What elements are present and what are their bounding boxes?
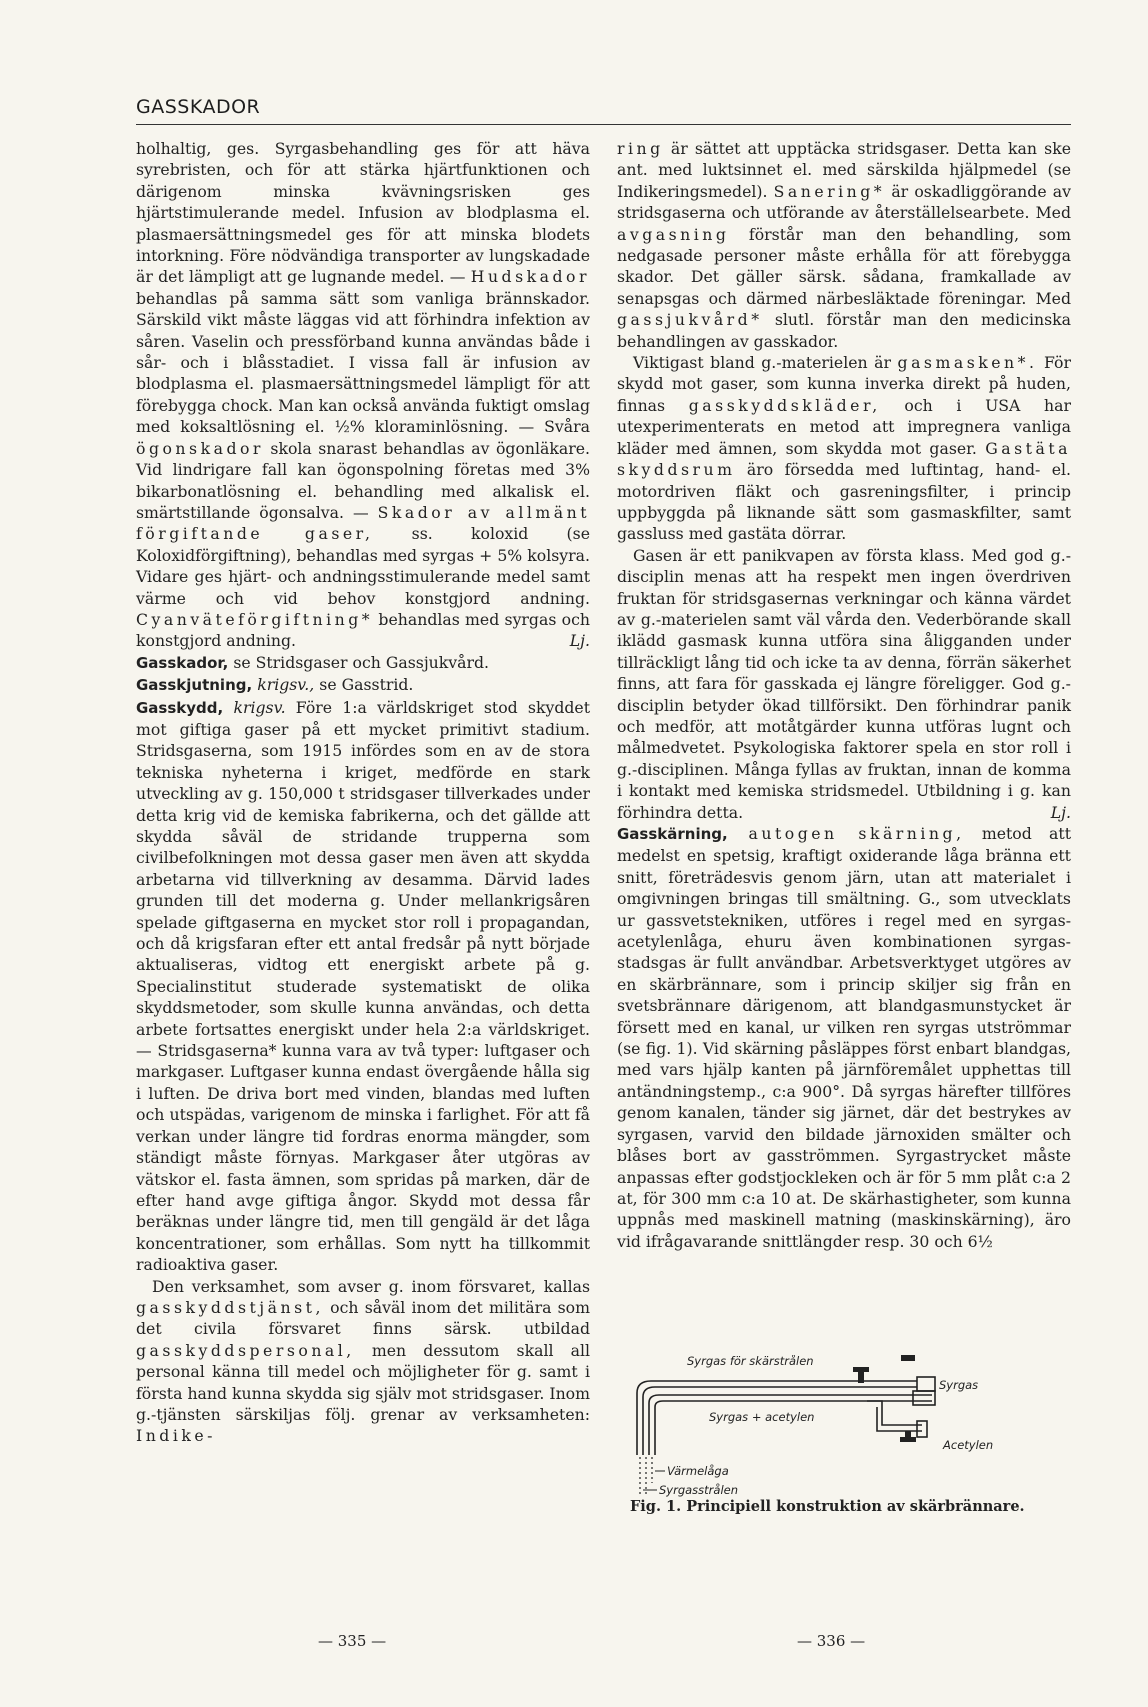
text-segment: och såväl inom det militära som det civila försvaret finns särsk. utbildad [136,1297,590,1339]
entry-gasskjutning [136,674,590,696]
page-number-right: — 336 — [797,1632,866,1650]
text-segment: holhaltig, ges. Syrgasbehandling ges för att häva syrebristen, och för att stärka hjärtfunktionen och därigenom minska kvävningsrisken ges hjärtstimulerande medel. Infusion av blodplasma el. plasmaersättningsmedel ges för att minska blodets intorkning. Före nödvändiga transporter av lungskadade är det lämpligt att ge lugnande medel. — [136,139,590,287]
entry-title: Gasskärning, [617,825,728,843]
valve-stem-bottom [905,1431,911,1439]
valve-cap [901,1355,915,1361]
right-paragraph-3 [617,545,1071,823]
valve-top [853,1367,869,1372]
entry-title: Gasskjutning, [136,676,253,695]
spaced-term: Hudskador [470,267,590,287]
label-syrgas-skarstralen: Syrgas för skärstrålen [687,1355,814,1368]
right-paragraph-1 [617,138,1071,352]
header-rule [136,124,1071,125]
spaced-term: ögonskador [136,438,264,458]
label-syrgas-acetylen: Syrgas + acetylen [709,1410,815,1424]
right-paragraph-2 [617,352,1071,545]
cutting-torch-diagram [617,1355,1071,1505]
text-segment: ss. koloxid (se Koloxidförgiftning), behandlas med syrgas + 5% kolsyra. Vidare ges hjärt- och andningsstimulerande medel samt värme och vid behov konstgjord andning. [136,524,590,608]
text-segment: se Stridsgaser och Gassjukvård. [228,652,490,672]
spaced-term: ring [617,139,664,158]
label-syrgas: Syrgas [939,1378,979,1392]
flame-lines [640,1457,652,1495]
entry-gasskydd [136,697,590,1276]
left-paragraph-2 [136,1276,590,1447]
spaced-term: Indike- [136,1426,216,1446]
page-header-title: GASSKADOR [136,96,261,118]
left-paragraph-1 [136,138,590,652]
torch-valves [853,1355,916,1442]
text-segment: metod att medelst en spetsig, kraftigt oxiderande låga bränna ett snitt, företrädesvis genom järn, utan att materialet i omgivningen bringas till smältning. G., som utvecklats ur gassvetstekniken, utföres i regel med en syrgas-acetylenlåga, ehuru även kombinationen syrgas-stadsgas är fullt användbar. Arbetsverktyget utgöres av en skärbrännare, som i princip skiljer sig från en svetsbrännare därigenom, att blandgasmunstycket är försett med en kanal, ur vilken ren syrgas utströmmar (se fig. 1). Vid skärning påsläppes först enbart blandgas, med vars hjälp kanten på järnföremålet upphettas till antändningstemp., c:a 900°. Då syrgas härefter tillföres genom kanalen, tänder sig järnet, där det bestrykes av syrgasen, varvid den bildade järnoxiden smälter och blåses bort av gasströmmen. Syrgastrycket måste anpassas efter godstjockleken och är för 5 mm plåt c:a 2 at, för 300 mm c:a 10 at. De skärhastigheter, som kunna uppnås med maskinell matning (maskinskärning), äro vid ifrågavarande snittlängder resp. 30 och 6½ [617,824,1071,1251]
valve-stem [858,1372,864,1383]
right-column [617,138,1071,1252]
text-segment: är oskadliggörande av stridsgaserna och utförande av återställelsearbete. Med [617,181,1071,223]
text-segment: skola snarast behandlas av ögonläkare. Vid lindrigare fall kan ögonspolning företas med 3% bikarbonatlösning el. behandling med alkalisk el. smärtstillande ögonsalva. — [136,438,590,522]
text-segment: men dessutom skall all personal känna till medel och möjligheter för g. samt i första hand kunna skydda sig själv mot stridsgaser. Inom g.-tjänsten särskiljas följ. grenar av verksamheten: [136,1340,590,1424]
text-segment: behandlas med syrgas och konstgjord andning. [136,609,590,651]
text-segment: äro försedda med luftintag, hand- el. motordriven fläkt och gasreningsfilter, i princip uppbyggda på liknande sätt som gasmaskfilter, samt gassluss med gastäta dörrar. [617,460,1071,544]
text-segment: förstår man den behandling, som nedgasade personer måste erhålla för att förebygga skador. Det gäller särsk. sådana, framkallade av senapsgas och därmed närbesläktade föreningar. Med [617,224,1071,308]
spaced-term: gasskyddskläder, [688,395,881,415]
text-segment: behandlas på samma sätt som vanliga brännskador. Särskild vikt måste läggas vid att förhindra infektion av såren. Vaselin och pressförband kunna användas både i sår- och i blåsstadiet. I vissa fall är infusion av blodplasma el. plasmaersättningsmedel lämpligt för att förebygga chock. Man kan också använda fuktigt omslag med koksaltlösning el. ½% kloraminlösning. — Svåra [136,288,590,437]
left-column [136,138,590,1447]
entry-gasskarning [617,823,1071,1252]
entry-gasskador [136,652,590,674]
spaced-term: gasskyddstjänst, [136,1297,324,1317]
spaced-term: gasmasken*. [897,353,1038,373]
text-segment: slutl. förstår man den medicinska behandlingen av gasskador. [617,310,1071,351]
spaced-term: gassjukvård* [617,310,763,330]
italic-term: krigsv., [252,675,315,695]
label-syrgasstralen: Syrgasstrålen [659,1483,739,1497]
spaced-term: Cyanväteförgiftning* [136,609,374,629]
text-segment: se Gasstrid. [314,675,414,695]
text-segment: Före 1:a världskriget stod skyddet mot giftiga gaser på ett mycket primitivt stadium. Stridsgaserna, som 1915 infördes som en av de stora tekniska nyheterna i kriget, medförde en stark utveckling av g. 150,000 t stridsgaser tillverkades under detta krig vid de kemiska fabrikerna, och det gällde att skydda såväl de stridande trupperna som civilbefolkningen mot dessa gaser men även att skydda arbetarna vid tillverkning av desamma. Därvid lades grunden till det moderna g. Under mellankrigsåren spelade giftgaserna en mycket stor roll i propagandan, och då krigsfaran efter ett antal fredsår på nytt började aktualiseras, vidtog ett energiskt arbete på g. Specialinstitut studerade systematiskt de olika skyddsmetoder, som skulle kunna användas, och detta arbete fortsattes energiskt under hela 2:a världskriget. — Stridsgaserna* kunna vara av två typer: luftgaser och markgaser. Luftgaser kunna endast övergående hålla sig i luften. De driva bort med vinden, blandas med luften och utspädas, varigenom de minska i farlighet. För att få verkan under längre tid fordras enorma mängder, som ständigt måste förnyas. Markgaser åter utgöras av vätskor el. fasta ämnen, som spridas på marken, där de efter hand avge giftiga ångor. Skydd mot dessa får beräknas under längre tid, men till gengäld är det låga koncentrationer, som erhållas. Som nytt ha tillkommit radioaktiva gaser. [136,697,591,1275]
label-acetylen: Acetylen [943,1438,994,1452]
spaced-term: gasskyddspersonal, [136,1340,355,1360]
text-segment: För skydd mot gaser, som kunna inverka direkt på huden, finnas [617,353,1071,415]
spaced-term: Skador av allmänt förgiftande gaser, [136,502,591,544]
author-signature: Lj. [1050,802,1071,822]
text-segment: Viktigast bland g.-materielen är [633,353,898,373]
text-segment: Den verksamhet, som avser g. inom försvaret, kallas [152,1276,590,1296]
spaced-term: Sanering* [773,181,886,201]
text-segment: och i USA har utexperimenterats en metod att impregnera vanliga kläder med ämnen, som skydda mot gaser. [617,395,1071,458]
author-signature: Lj. [569,631,590,651]
spaced-term: avgasning [617,224,730,244]
italic-term: krigsv. [223,697,286,717]
entry-title: Gasskydd, [136,698,224,717]
text-segment: är sättet att upptäcka stridsgaser. Detta kan ske ant. med luktsinnet el. med särskilda hjälpmedel (se Indikeringsmedel). [617,139,1071,201]
label-varmelaga: Värmelåga [667,1464,729,1478]
spaced-term: Gastäta skyddsrum [617,438,1071,480]
spaced-term: autogen skärning, [727,824,965,843]
page-number-left: — 335 — [318,1632,387,1650]
figure-caption: Fig. 1. Principiell konstruktion av skärbrännare. [630,1498,1025,1515]
text-segment: Gasen är ett panikvapen av första klass. Med god g.-disciplin menas att ha respekt men ingen överdriven fruktan för stridsgasernas verkningar och känna värdet av g.-materielen samt väl vårda den. Vederbörande skall iklädd gasmask kunna utföra sina åligganden under tillräckligt lång tid och icke ta av denna, förrän säkerhet finns, att fara för gasskada ej längre föreligger. God g.-disciplin betyder ökad tillförsikt. Den förhindrar panik och medför, att motåtgärder kunna utföras lugnt och målmedvetet. Psykologiska faktorer spela en stor roll i g.-disciplinen. Många fyllas av fruktan, innan de komma i kontakt med kemiska stridsmedel. Utbildning i g. kan förhindra detta. [617,545,1071,822]
entry-title: Gasskador, [136,653,229,672]
